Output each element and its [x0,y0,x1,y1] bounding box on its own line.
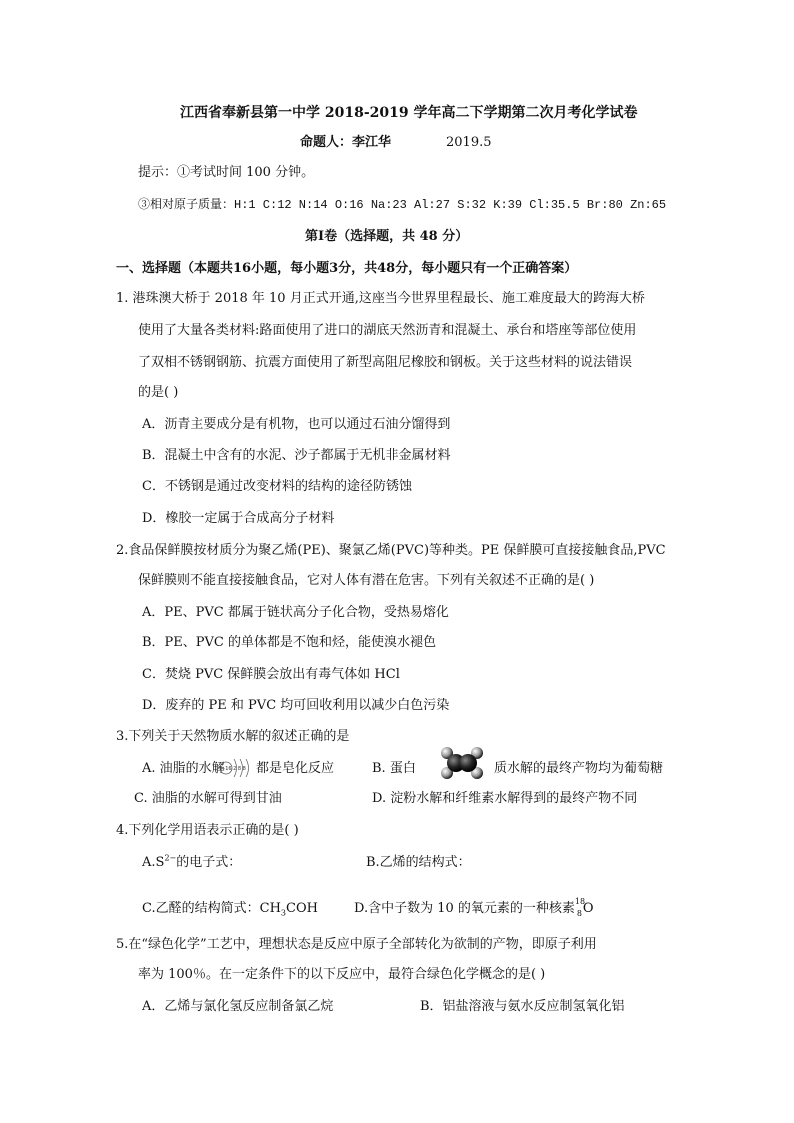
q4-option-a [142,854,241,872]
q1-option-c: C．不锈钢是通过改变材料的结构的途径防锈蚀 [142,479,412,494]
q1-line-4: 的是( ) [138,385,179,400]
q4-c-suffix: COH [286,901,318,916]
volume-heading: 第Ⅰ卷（选择题，共 48 分） [305,229,469,244]
isotope-symbol: O [582,901,594,916]
oxygen-isotope [574,897,594,918]
q1-option-b: B．混凝土中含有的水泥、沙子都属于无机非金属材料 [142,448,451,463]
q4-c-subscript: 3 [280,908,286,918]
q2-line-2: 保鲜膜则不能直接接触食品，它对人体有潜在危害。下列有关叙述不正确的是( ) [138,573,595,588]
q1-option-a: A．沥青主要成分是有机物，也可以通过石油分馏得到 [142,417,451,432]
q4-a-prefix: A.S [142,855,165,870]
q3-option-a-end: 都是皂化反应 [256,761,335,776]
q1-line-2: 使用了大量各类材料:路面使用了进口的湖底天然沥青和混凝土、承台和塔座等部位使用 [138,323,637,338]
q5-option-b: B．铝盐溶液与氨水反应制氢氧化铝 [420,999,625,1014]
author-line: 命题人：李江华 [300,135,392,150]
tip-atomic-mass: ③相对原子质量：H:1 C:12 N:14 O:16 Na:23 Al:27 S:32 K:39 Cl:35.5 Br:80 Zn:65 [138,198,667,212]
isotope-atomic-number: 8 [576,909,582,918]
part-heading: 一、选择题（本题共16小题，每小题3分，共48分，每小题只有一个正确答案） [116,261,578,276]
q3-option-b-start: B. 蛋白 [372,761,416,776]
atom-label: +16 2 8 8 [221,766,246,772]
q3-option-c: C. 油脂的水解可得到甘油 [134,791,282,806]
sulfur-atom-structure-icon [218,756,258,780]
q4-a-charge: 2− [164,853,177,863]
q1-line-3: 了双相不锈钢钢筋、抗震方面使用了新型高阻尼橡胶和钢板。关于这些材料的说法错误 [138,355,633,370]
q4-option-c [142,900,318,918]
ethylene-ball-model-icon [438,746,486,780]
q2-option-b: B．PE、PVC 的单体都是不饱和烃，能使溴水褪色 [142,635,437,650]
q4-d-text: D.含中子数为 10 的氧元素的一种核素 [354,901,575,916]
isotope-mass-number: 18 [574,897,586,906]
q2-option-a: A．PE、PVC 都属于链状高分子化合物，受热易熔化 [142,605,449,620]
q5-option-a: A．乙烯与氯化氢反应制备氯乙烷 [142,999,334,1014]
q4-option-b: B.乙烯的结构式： [366,855,471,870]
exam-date: 2019.5 [446,135,492,150]
shell-arc-3 [246,759,249,777]
q3-option-b-end: 质水解的最终产物均为葡萄糖 [494,761,664,776]
q3-option-d: D. 淀粉水解和纤维素水解得到的最终产物不同 [372,791,638,806]
q3-option-a-start: A. 油脂的水解 [142,761,225,776]
q3-stem: 3.下列关于天然物质水解的叙述正确的是 [116,729,350,744]
exam-title: 江西省奉新县第一中学 2018-2019 学年高二下学期第二次月考化学试卷 [180,105,638,121]
q1-option-d: D．橡胶一定属于合成高分子材料 [142,511,335,526]
q2-line-1: 2.食品保鲜膜按材质分为聚乙烯(PE)、聚氯乙烯(PVC)等种类。PE 保鲜膜可直接接触食品,PVC [116,543,666,558]
q4-a-suffix: 的电子式： [176,855,242,870]
q2-option-c: C．焚烧 PVC 保鲜膜会放出有毒气体如 HCl [142,667,400,682]
q5-line-2: 率为 100％。在一定条件下的以下反应中，最符合绿色化学概念的是( ) [138,967,546,982]
q5-line-1: 5.在“绿色化学”工艺中，理想状态是反应中原子全部转化为欲制的产物，即原子利用 [116,937,597,952]
q4-stem: 4.下列化学用语表示正确的是( ) [116,823,299,838]
q2-option-d: D．废弃的 PE 和 PVC 均可回收利用以减少白色污染 [142,698,450,713]
q4-option-d [354,897,594,918]
tip-time: 提示：①考试时间 100 分钟。 [138,165,315,180]
carbon-atom [459,754,477,772]
q1-line-1: 1. 港珠澳大桥于 2018 年 10 月正式开通,这座当今世界里程最长、施工难度最大的跨海大桥 [116,291,645,306]
q4-c-prefix: C.乙醛的结构简式：CH [142,901,281,916]
